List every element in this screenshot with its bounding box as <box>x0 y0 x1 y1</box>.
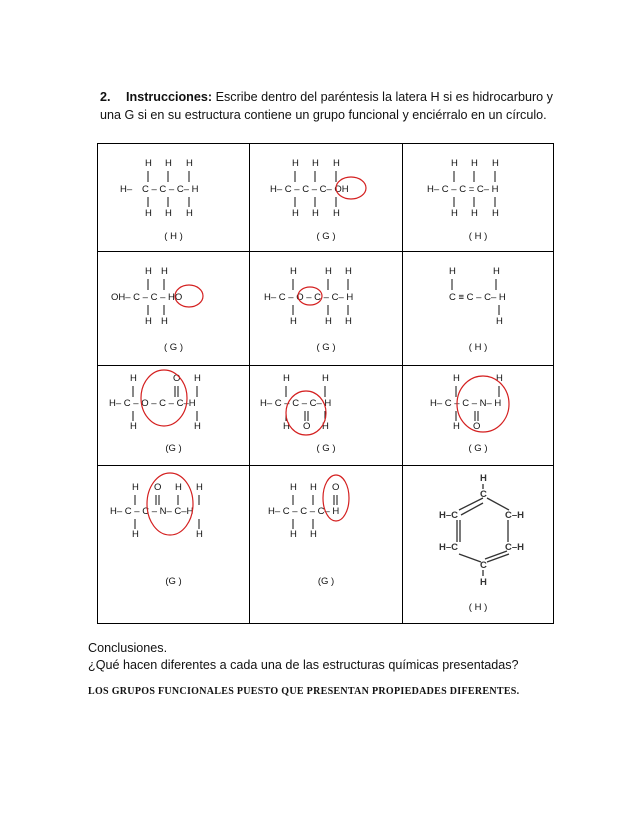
molecule-cell-4 <box>98 252 250 366</box>
svg-text:H: H <box>186 158 193 169</box>
svg-text:H: H <box>292 208 299 219</box>
svg-text:H: H <box>290 482 297 493</box>
svg-text:H: H <box>290 266 297 277</box>
svg-text:H: H <box>492 158 499 169</box>
svg-text:O: O <box>473 421 481 432</box>
conclusions-question: ¿Qué hacen diferentes a cada una de las estructuras químicas presentadas? <box>88 658 519 672</box>
svg-text:H: H <box>310 529 317 540</box>
molecule-structure-11 <box>250 466 403 623</box>
answer-2: ( G ) <box>316 231 336 242</box>
svg-text:H: H <box>496 373 503 384</box>
svg-text:H: H <box>194 421 201 432</box>
answer-6: ( H ) <box>468 342 488 353</box>
svg-text:H: H <box>175 482 182 493</box>
svg-text:H: H <box>145 266 152 277</box>
svg-text:C: C <box>480 560 487 571</box>
molecule-cell-12 <box>403 466 553 623</box>
svg-text:H: H <box>451 208 458 219</box>
svg-text:H: H <box>196 529 203 540</box>
svg-text:H– C – C – N– C–H: H– C – C – N– C–H <box>110 506 194 517</box>
svg-text:H: H <box>492 208 499 219</box>
answer-12: ( H ) <box>468 602 488 613</box>
svg-text:C–H: C–H <box>505 542 525 553</box>
molecule-cell-5 <box>250 252 403 366</box>
molecule-cell-3 <box>403 144 553 252</box>
answer-8: ( G ) <box>316 443 336 454</box>
svg-text:H–: H– <box>120 184 133 195</box>
svg-text:C ≡ C – C– H: C ≡ C – C– H <box>449 292 506 303</box>
svg-text:H: H <box>292 158 299 169</box>
svg-text:H: H <box>345 316 352 327</box>
svg-text:H: H <box>333 158 340 169</box>
svg-text:H– C – O – C – C–H: H– C – O – C – C–H <box>109 398 196 409</box>
svg-text:H: H <box>145 208 152 219</box>
svg-text:H: H <box>325 266 332 277</box>
molecule-structure-10 <box>98 466 250 623</box>
svg-text:H: H <box>322 421 329 432</box>
molecule-cell-1 <box>98 144 250 252</box>
svg-text:H: H <box>196 482 203 493</box>
svg-text:O: O <box>303 421 311 432</box>
answer-10: (G ) <box>165 576 182 587</box>
answer-1: ( H ) <box>164 231 183 242</box>
svg-text:H: H <box>165 158 172 169</box>
svg-text:H: H <box>145 158 152 169</box>
svg-text:C: C <box>480 489 487 500</box>
answer-5: ( G ) <box>316 342 336 353</box>
answer-11: (G ) <box>317 576 335 587</box>
svg-text:H: H <box>333 208 340 219</box>
molecule-cell-2 <box>250 144 403 252</box>
conclusions-title: Conclusiones. <box>88 641 168 655</box>
svg-text:H: H <box>165 208 172 219</box>
svg-text:H: H <box>145 316 152 327</box>
svg-text:H: H <box>480 473 487 484</box>
molecule-cell-6 <box>403 252 553 366</box>
svg-text:H: H <box>312 158 319 169</box>
svg-text:H: H <box>345 266 352 277</box>
benzene-structure <box>403 466 553 623</box>
instruction-label: Instrucciones: <box>126 90 213 104</box>
svg-text:H–C: H–C <box>439 542 459 553</box>
svg-text:H: H <box>453 373 460 384</box>
svg-text:H– C – C – C– OH: H– C – C – C– OH <box>270 184 349 195</box>
svg-text:O: O <box>173 373 181 384</box>
answer-7: (G ) <box>165 443 182 454</box>
instructions <box>100 88 555 124</box>
svg-text:H– C – C = C– H: H– C – C = C– H <box>427 184 499 195</box>
molecule-cell-9 <box>403 366 553 466</box>
svg-text:H: H <box>449 266 456 277</box>
svg-text:H: H <box>453 421 460 432</box>
svg-text:H: H <box>283 373 290 384</box>
svg-text:H: H <box>496 316 503 327</box>
svg-text:H: H <box>132 529 139 540</box>
svg-text:H: H <box>451 158 458 169</box>
svg-text:H: H <box>325 316 332 327</box>
svg-text:H– C – O – C – C– H: H– C – O – C – C– H <box>264 292 354 303</box>
instruction-number: 2. <box>100 90 111 104</box>
svg-text:H: H <box>132 482 139 493</box>
svg-text:H: H <box>471 208 478 219</box>
svg-text:H: H <box>290 529 297 540</box>
svg-text:H: H <box>312 208 319 219</box>
conclusions-answer: LOS GRUPOS FUNCIONALES PUESTO QUE PRESENTAN PROPIEDADES DIFERENTES. <box>88 686 520 697</box>
svg-text:C – C – C– H: C – C – C– H <box>142 184 199 195</box>
molecule-cell-8 <box>250 366 403 466</box>
svg-text:H: H <box>322 373 329 384</box>
svg-text:O: O <box>154 482 162 493</box>
answer-3: ( H ) <box>468 231 488 242</box>
molecule-table <box>97 143 554 624</box>
molecule-cell-7 <box>98 366 250 466</box>
svg-text:H: H <box>130 373 137 384</box>
svg-text:H– C – C – C– H: H– C – C – C– H <box>260 398 332 409</box>
molecule-cell-10 <box>98 466 250 623</box>
svg-text:H: H <box>310 482 317 493</box>
svg-text:H: H <box>471 158 478 169</box>
svg-text:H: H <box>161 316 168 327</box>
svg-text:H: H <box>194 373 201 384</box>
svg-text:H: H <box>493 266 500 277</box>
svg-text:H: H <box>130 421 137 432</box>
svg-text:H: H <box>480 577 487 588</box>
answer-4: ( G ) <box>164 342 183 353</box>
svg-text:H– C – C – N– H: H– C – C – N– H <box>430 398 502 409</box>
svg-text:H–C: H–C <box>439 510 459 521</box>
svg-text:H: H <box>186 208 193 219</box>
svg-text:H: H <box>290 316 297 327</box>
answer-9: ( G ) <box>468 443 488 454</box>
instruction-text: Escribe dentro del paréntesis la latera H si es hidrocarburo y una G si en su estructura contiene un grupo funcional y enciérralo en un círculo. <box>100 90 553 122</box>
svg-text:H: H <box>283 421 290 432</box>
svg-text:H– C – C – C– H: H– C – C – C– H <box>268 506 340 517</box>
svg-text:C–H: C–H <box>505 510 525 521</box>
molecule-cell-11 <box>250 466 403 623</box>
svg-text:H: H <box>161 266 168 277</box>
svg-text:OH– C – C – HO: OH– C – C – HO <box>111 292 183 303</box>
svg-text:O: O <box>332 482 340 493</box>
